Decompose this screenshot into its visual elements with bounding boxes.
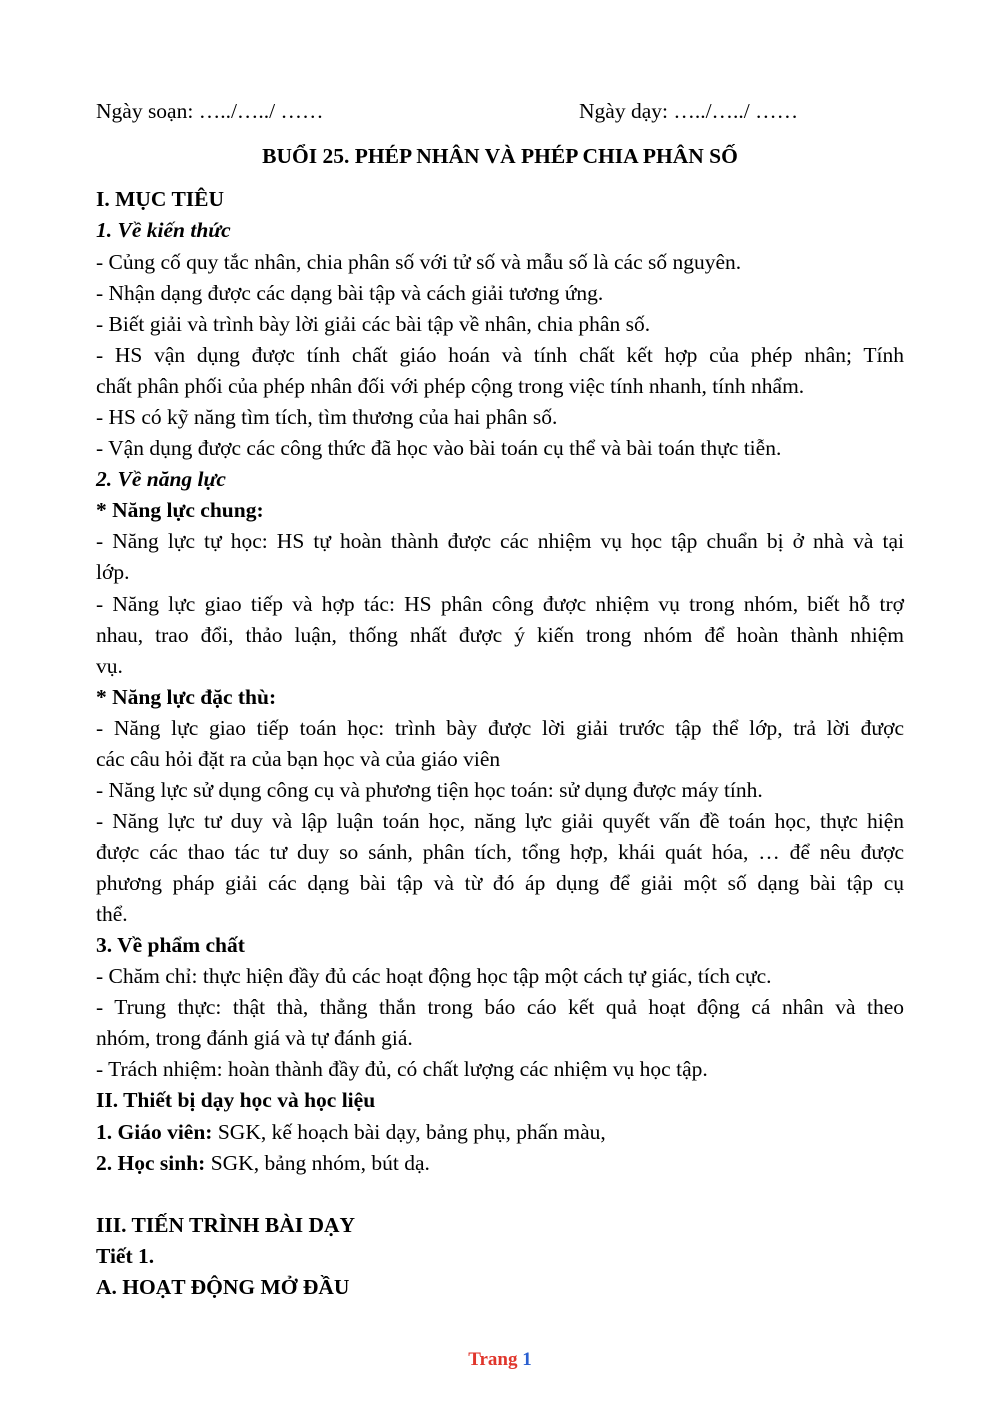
page-number: 1 (522, 1349, 532, 1370)
specific-competence-item: thể. (96, 902, 128, 926)
date-taught: Ngày dạy: …../…../ …… (579, 99, 799, 123)
specific-competence-item: - Năng lực giao tiếp toán học: trình bày được lời giải trước tập thể lớp, trả lời được (96, 716, 904, 740)
specific-competence-heading: * Năng lực đặc thù: (96, 685, 277, 709)
lesson-title: BUỔI 25. PHÉP NHÂN VÀ PHÉP CHIA PHÂN SỐ (262, 144, 738, 168)
competence-heading: 2. Về năng lực (96, 467, 226, 491)
teacher-text: SGK, kế hoạch bài dạy, bảng phụ, phấn màu, (212, 1120, 606, 1144)
page-footer (0, 1349, 1000, 1371)
specific-competence-item: được các thao tác tư duy so sánh, phân tích, tổng hợp, khái quát hóa, … để nêu được (96, 840, 904, 864)
section-1-heading: I. MỤC TIÊU (96, 187, 225, 211)
knowledge-item: - HS có kỹ năng tìm tích, tìm thương của hai phân số. (96, 405, 558, 429)
activity-heading: A. HOẠT ĐỘNG MỞ ĐẦU (96, 1275, 350, 1299)
knowledge-item: chất phân phối của phép nhân đối với phép cộng trong việc tính nhanh, tính nhẩm. (96, 374, 805, 398)
page-label: Trang (468, 1349, 518, 1370)
specific-competence-item: - Năng lực tư duy và lập luận toán học, năng lực giải quyết vấn đề toán học, thực hiện (96, 809, 904, 833)
specific-competence-item: phương pháp giải các dạng bài tập và từ đó áp dụng để giải một số dạng bài tập cụ (96, 871, 904, 895)
period-label: Tiết 1. (96, 1244, 155, 1268)
section-3-heading: III. TIẾN TRÌNH BÀI DẠY (96, 1213, 356, 1237)
general-competence-item: - Năng lực tự học: HS tự hoàn thành được các nhiệm vụ học tập chuẩn bị ở nhà và tại (96, 529, 904, 553)
student-label: 2. Học sinh: (96, 1151, 206, 1175)
knowledge-item: - Biết giải và trình bày lời giải các bài tập về nhân, chia phân số. (96, 312, 651, 336)
quality-item: - Trách nhiệm: hoàn thành đầy đủ, có chất lượng các nhiệm vụ học tập. (96, 1057, 708, 1081)
specific-competence-item: - Năng lực sử dụng công cụ và phương tiện học toán: sử dụng được máy tính. (96, 778, 763, 802)
general-competence-item: nhau, trao đổi, thảo luận, thống nhất được ý kiến trong nhóm để hoàn thành nhiệm (96, 623, 904, 647)
teacher-materials (96, 1122, 904, 1144)
general-competence-item: - Năng lực giao tiếp và hợp tác: HS phân công được nhiệm vụ trong nhóm, biết hỗ trợ (96, 592, 904, 616)
quality-heading: 3. Về phẩm chất (96, 933, 245, 957)
student-text: SGK, bảng nhóm, bút dạ. (205, 1151, 430, 1175)
knowledge-item: - Củng cố quy tắc nhân, chia phân số với tử số và mẫu số là các số nguyên. (96, 250, 742, 274)
section-2-heading: II. Thiết bị dạy học và học liệu (96, 1088, 376, 1112)
knowledge-item: - HS vận dụng được tính chất giáo hoán và tính chất kết hợp của phép nhân; Tính (96, 343, 904, 367)
general-competence-heading: * Năng lực chung: (96, 498, 264, 522)
student-materials (96, 1153, 904, 1175)
specific-competence-item: các câu hỏi đặt ra của bạn học và của giáo viên (96, 747, 501, 771)
date-prepared: Ngày soạn: …../…../ …… (96, 99, 324, 123)
quality-item: nhóm, trong đánh giá và tự đánh giá. (96, 1026, 413, 1050)
quality-item: - Trung thực: thật thà, thẳng thắn trong báo cáo kết quả hoạt động cá nhân và theo (96, 995, 904, 1019)
knowledge-item: - Vận dụng được các công thức đã học vào bài toán cụ thể và bài toán thực tiễn. (96, 436, 782, 460)
header-row (96, 101, 904, 123)
knowledge-heading: 1. Về kiến thức (96, 218, 231, 242)
teacher-label: 1. Giáo viên: (96, 1120, 213, 1144)
quality-item: - Chăm chỉ: thực hiện đầy đủ các hoạt động học tập một cách tự giác, tích cực. (96, 964, 772, 988)
general-competence-item: vụ. (96, 654, 123, 678)
knowledge-item: - Nhận dạng được các dạng bài tập và cách giải tương ứng. (96, 281, 604, 305)
general-competence-item: lớp. (96, 560, 130, 584)
